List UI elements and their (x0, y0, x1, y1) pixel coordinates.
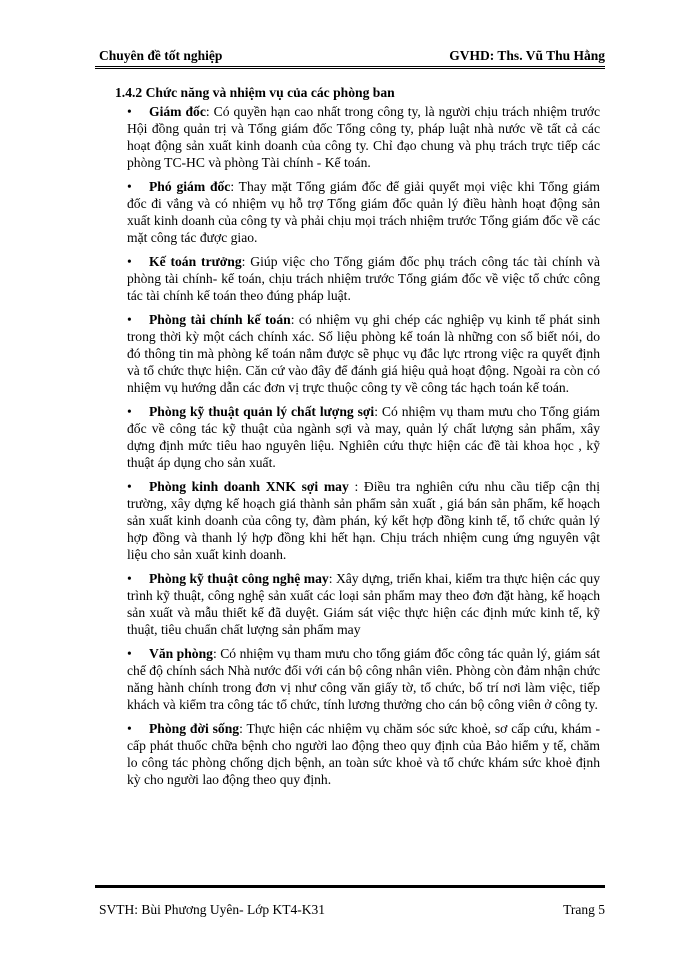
page-footer (99, 902, 605, 918)
list-item (115, 311, 600, 396)
bullet-icon: • (127, 571, 132, 586)
item-term: Phòng đời sống (149, 721, 240, 736)
item-text: : Xây dựng, triển khai, kiểm tra thực hiện các quy trình kỹ thuật, công nghệ sản xuất các loại sản phẩm may theo đơn đặt hàng, kế hoạch sản xuất và mẫu thiết kế đã duyệt. Giám sát việc thực hiện các định mức kinh tế, kỹ thuật, tiêu chuẩn chất lượng sản phẩm may (127, 571, 600, 637)
list-item (115, 645, 600, 713)
bullet-icon: • (127, 479, 132, 494)
item-text: : Thực hiện các nhiệm vụ chăm sóc sức khoẻ, sơ cấp cứu, khám - cấp phát thuốc chữa bệnh cho người lao động theo quy định của Bảo hiểm y tế, chăm lo công tác phòng chống dịch bệnh, an toàn sức khoẻ và tổ chức khám sức khoẻ định kỳ cho người lao động theo quy định. (127, 721, 600, 787)
item-text: : Có nhiệm vụ tham mưu cho tổng giám đốc công tác quản lý, giám sát chế độ chính sách Nhà nước đối với cán bộ công nhân viên. Phòng còn đảm nhận chức năng hành chính trong đơn vị như công văn giấy tờ, tổ chức, bố trí nơi làm việc, tiếp khách và kiểm tra công tác tổ chức, tính lương thưởng cho cán bộ công viên ở công ty. (127, 646, 600, 712)
bullet-icon: • (127, 104, 132, 119)
page-number: Trang 5 (563, 902, 605, 917)
header-supervisor: GVHD: Ths. Vũ Thu Hằng (449, 48, 605, 63)
list-item (115, 478, 600, 563)
footer-divider (95, 885, 605, 888)
header-divider (95, 66, 605, 69)
bullet-icon: • (127, 721, 132, 736)
item-term: Phòng kỹ thuật công nghệ may (149, 571, 329, 586)
list-item (115, 253, 600, 304)
list-item (115, 720, 600, 788)
item-term: Giám đốc (149, 104, 206, 119)
item-term: Văn phòng (149, 646, 213, 661)
item-term: Phòng tài chính kế toán (149, 312, 291, 327)
item-text: : Thay mặt Tổng giám đốc để giải quyết mọi việc khi Tổng giám đốc đi vắng và có nhiệm vụ hỗ trợ Tổng giám đốc quản lý điều hành hoạt động sản xuất kinh doanh của công ty và phải chịu mọi trách nhiệm trước Tổng giám đốc về các mặt công tác được giao. (127, 179, 600, 245)
list-item (115, 570, 600, 638)
bullet-icon: • (127, 404, 132, 419)
item-text: : Giúp việc cho Tổng giám đốc phụ trách công tác tài chính và phòng tài chính- kế toán, chịu trách nhiệm trước Tổng giám đốc về việc tổ chức công tác tài chính kế toán theo đúng pháp luật. (127, 254, 600, 303)
item-term: Phó giám đốc (149, 179, 231, 194)
list-item (115, 403, 600, 471)
list-item (115, 103, 600, 171)
bullet-icon: • (127, 312, 132, 327)
item-term: Phòng kỹ thuật quản lý chất lượng sợi (149, 404, 375, 419)
item-text: : Điều tra nghiên cứu nhu cầu tiếp cận thị trường, xây dựng kế hoạch giá thành sản phẩm sản xuất , giá bán sản phẩm, kế hoạch sản xuất kinh doanh của công ty, đàm phán, ký kết hợp đồng kinh tế, tổ chức quản lý hợp đồng và thanh lý hợp đồng khi hết hạn. Chịu trách nhiệm cung ứng nguyên vật liệu cho sản xuất kinh doanh. (127, 479, 600, 562)
bullet-icon: • (127, 254, 132, 269)
bullet-icon: • (127, 179, 132, 194)
item-text: : Có nhiệm vụ tham mưu cho Tổng giám đốc về công tác kỹ thuật của ngành sợi và may, quản lý chất lượng sản phẩm, xây dựng định mức tiêu hao nguyên liệu. Nghiên cứu thực hiện các đề tài khoa học , kỹ thuật áp dụng cho sản xuất. (127, 404, 600, 470)
section-heading: 1.4.2 Chức năng và nhiệm vụ của các phòng ban (115, 85, 395, 100)
item-term: Phòng kinh doanh XNK sợi may (149, 479, 349, 494)
list-item (115, 178, 600, 246)
item-text: : có nhiệm vụ ghi chép các nghiệp vụ kinh tế phát sinh trong thời kỳ một cách chính xác. Số liệu phòng kế toán là những con số biết nói, do đó thông tin mà phòng kế toán nắm được sẽ phục vụ đắc lực rtrong việc ra quyết định và tổ chức thực hiện. Căn cứ vào đây để đánh giá hiệu quả hoạt động. Ngoài ra còn có nhiệm vụ hướng dẫn các đơn vị trực thuộc công ty về công tác hạch toán kế toán. (127, 312, 600, 395)
document-body (115, 84, 600, 795)
item-text: : Có quyền hạn cao nhất trong công ty, là người chịu trách nhiệm trước Hội đồng quản trị và Tổng giám đốc Tổng công ty, pháp luật nhà nước về tất cả các hoạt động sản xuất kinh doanh của công ty. Chỉ đạo chung và phụ trách trực tiếp các phòng TC-HC và phòng Tài chính - Kế toán. (127, 104, 600, 170)
footer-student: SVTH: Bùi Phương Uyên- Lớp KT4-K31 (99, 902, 325, 917)
page-header (99, 40, 605, 64)
item-term: Kế toán trưởng (149, 254, 242, 269)
bullet-icon: • (127, 646, 132, 661)
header-course-title: Chuyên đề tốt nghiệp (99, 48, 223, 63)
